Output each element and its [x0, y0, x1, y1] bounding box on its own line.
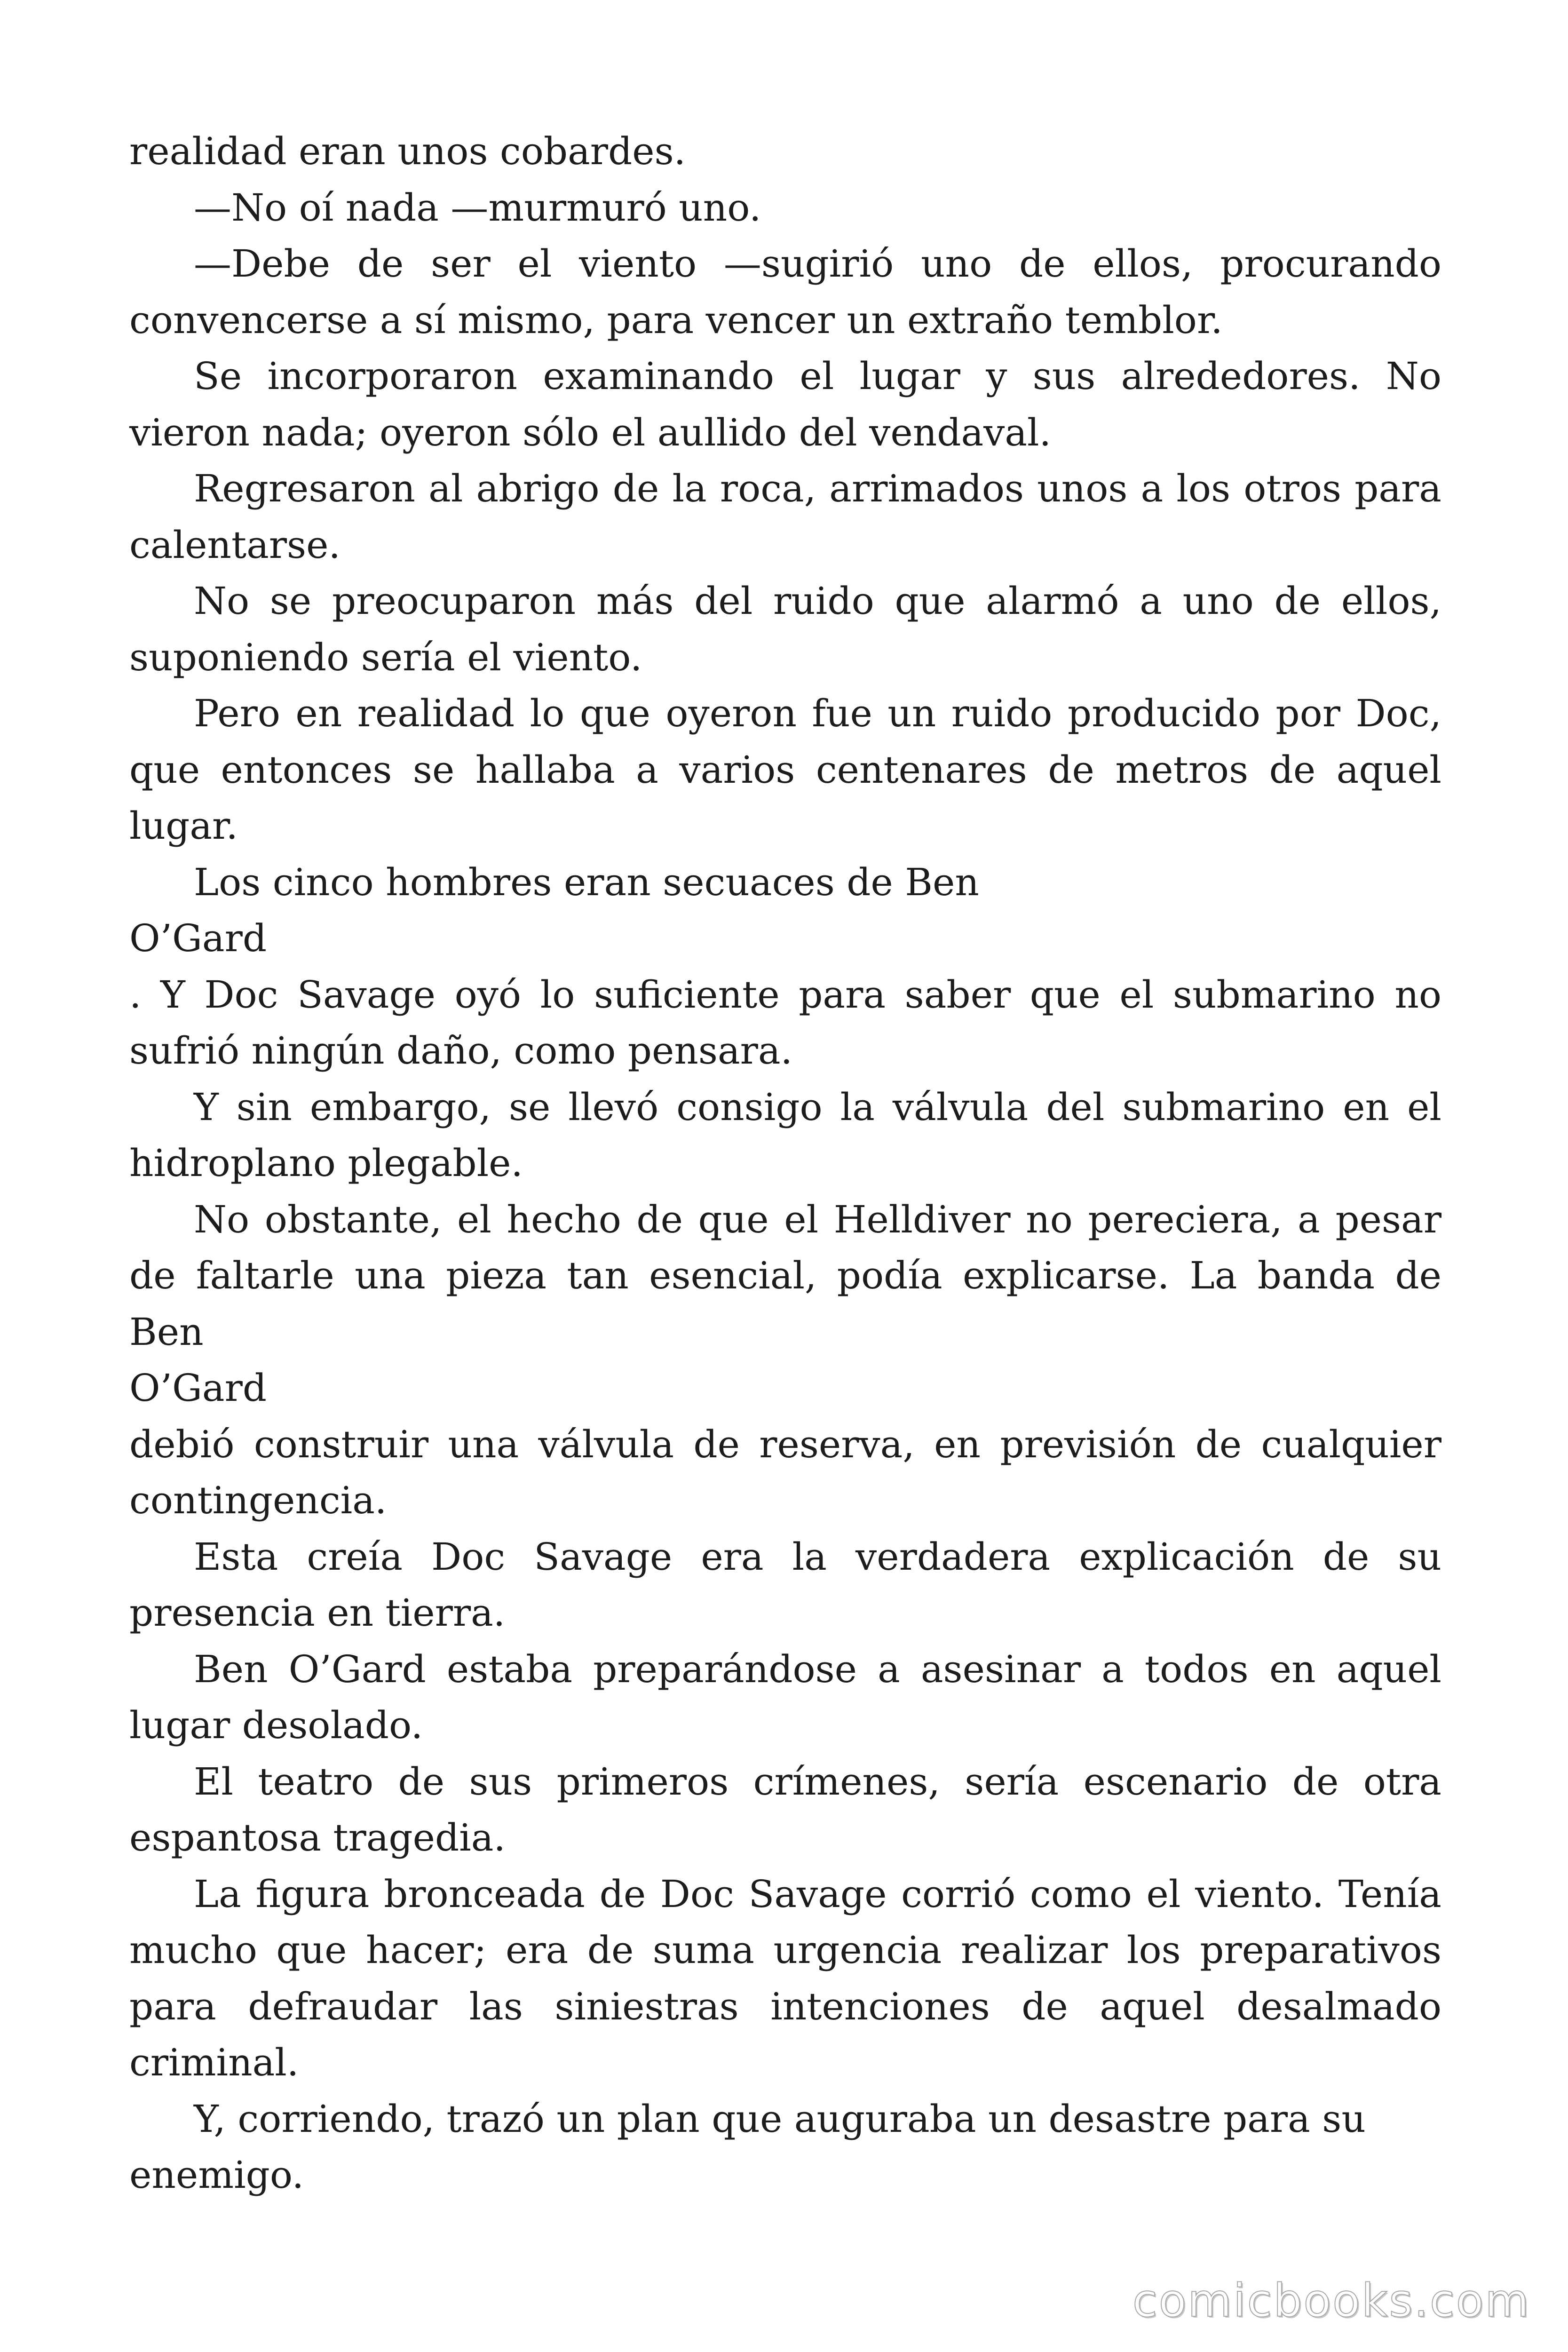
paragraph: Pero en realidad lo que oyeron fue un ruido producido por Doc, que entonces se hallaba a varios centenares de metros de aquel lugar. [129, 691, 1441, 848]
paragraph: Se incorporaron examinando el lugar y sus alrededores. No vieron nada; oyeron sólo el aullido del vendaval. [129, 354, 1441, 454]
paragraph: debió construir una válvula de reserva, en previsión de cualquier contingencia. [129, 1422, 1441, 1522]
paragraph: O’Gard [129, 1366, 267, 1410]
body-text [129, 123, 1441, 2203]
paragraph: O’Gard [129, 916, 267, 960]
paragraph: No obstante, el hecho de que el Helldiver no pereciera, a pesar de faltarle una pieza tan esencial, podía explicarse. La banda de Ben [129, 1197, 1441, 1354]
paragraph: realidad eran unos cobardes. [129, 129, 686, 173]
paragraph: Y sin embargo, se llevó consigo la válvula del submarino en el hidroplano plegable. [129, 1085, 1441, 1185]
paragraph: Ben O’Gard estaba preparándose a asesinar a todos en aquel lugar desolado. [129, 1647, 1441, 1747]
paragraph: Esta creía Doc Savage era la verdadera explicación de su presencia en tierra. [129, 1534, 1441, 1635]
watermark: comicbooks.com [1132, 2274, 1530, 2327]
paragraph: La figura bronceada de Doc Savage corrió como el viento. Tenía mucho que hacer; era de suma urgencia realizar los preparativos para defraudar las siniestras intenciones de aquel desalmado criminal. [129, 1872, 1441, 2084]
paragraph: . Y Doc Savage oyó lo suficiente para saber que el submarino no sufrió ningún daño, como pensara. [129, 972, 1441, 1073]
paragraph: —No oí nada —murmuró uno. [194, 185, 761, 230]
paragraph: Los cinco hombres eran secuaces de Ben [194, 860, 979, 904]
paragraph: Y, corriendo, trazó un plan que auguraba un desastre para su enemigo. [129, 2097, 1366, 2197]
paragraph: —Debe de ser el viento —sugirió uno de ellos, procurando convencerse a sí mismo, para vencer un extraño temblor. [129, 242, 1441, 342]
paragraph: No se preocuparon más del ruido que alarmó a uno de ellos, suponiendo sería el viento. [129, 579, 1441, 679]
paragraph: Regresaron al abrigo de la roca, arrimados unos a los otros para calentarse. [129, 467, 1441, 567]
paragraph: El teatro de sus primeros crímenes, sería escenario de otra espantosa tragedia. [129, 1759, 1441, 1859]
